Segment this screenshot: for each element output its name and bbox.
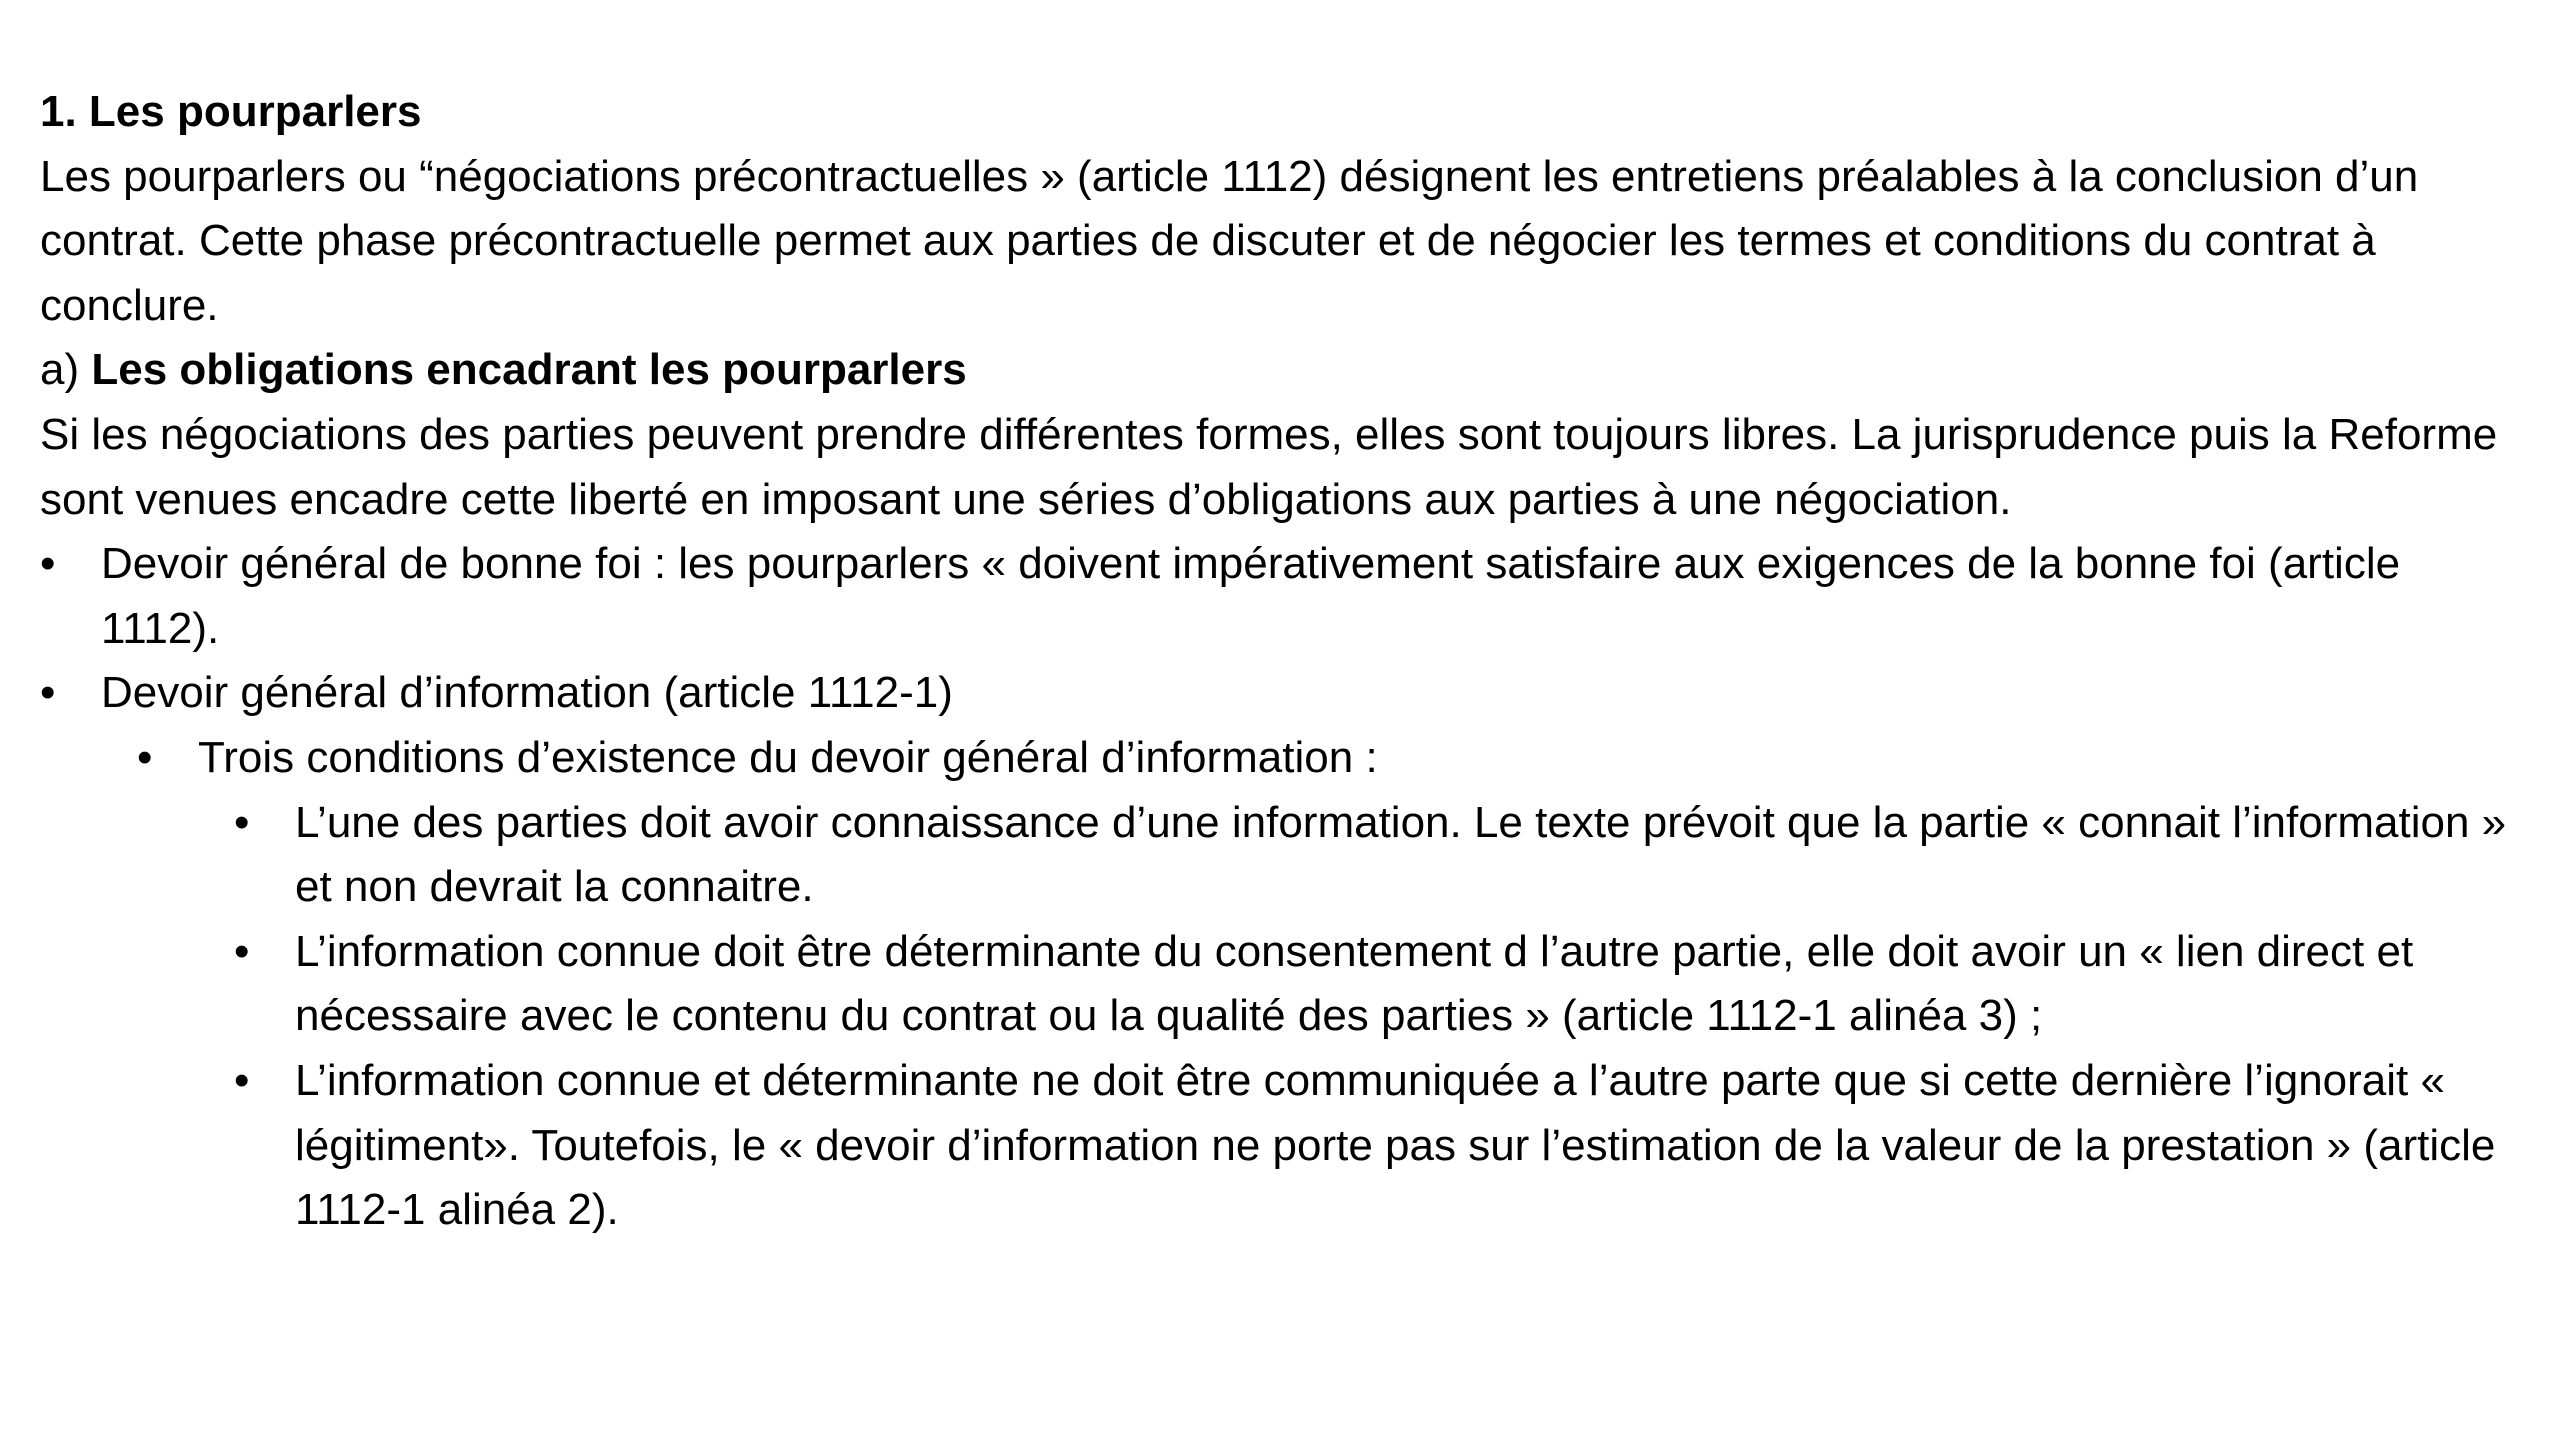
list-item-condition-3: • L’information connue et déterminante ne doit être communiquée a l’autre parte que si cette dernière l’ignorait « légitiment». Toutefois, le « devoir d’information ne porte pas sur l’estimation de la valeur de la prestation » (article 1112-1 alinéa 2).: [234, 1049, 2520, 1243]
subheading-prefix: a): [40, 345, 92, 395]
slide-content: [40, 80, 2520, 1243]
list-item-condition-1: • L’une des parties doit avoir connaissance d’une information. Le texte prévoit que la partie « connait l’information » et non devrait la connaitre.: [234, 791, 2520, 920]
section-heading: 1. Les pourparlers: [40, 87, 422, 136]
list-item-information: • Devoir général d’information (article 1112-1): [40, 661, 2520, 726]
bullet-list: [40, 532, 2520, 1243]
list-item-conditions-title: • Trois conditions d’existence du devoir général d’information :: [137, 726, 2520, 791]
list-item-condition-2: • L’information connue doit être déterminante du consentement d l’autre partie, elle doit avoir un « lien direct et nécessaire avec le contenu du contrat ou la qualité des parties » (article 1112-1 alinéa 3) ;: [234, 920, 2520, 1049]
subheading-title: Les obligations encadrant les pourparlers: [91, 345, 967, 395]
subheading: [40, 338, 2520, 403]
list-item-bonne-foi: • Devoir général de bonne foi : les pourparlers « doivent impérativement satisfaire aux exigences de la bonne foi (article 1112).: [40, 532, 2520, 661]
paragraph-obligations: Si les négociations des parties peuvent prendre différentes formes, elles sont toujours libres. La jurisprudence puis la Reforme sont venues encadre cette liberté en imposant une séries d’obligations aux parties à une négociation.: [40, 409, 2498, 524]
intro-paragraph: Les pourparlers ou “négociations précontractuelles » (article 1112) désignent les entretiens préalables à la conclusion d’un contrat. Cette phase précontractuelle permet aux parties de discuter et de négocier les termes et conditions du contrat à conclure.: [40, 151, 2419, 330]
